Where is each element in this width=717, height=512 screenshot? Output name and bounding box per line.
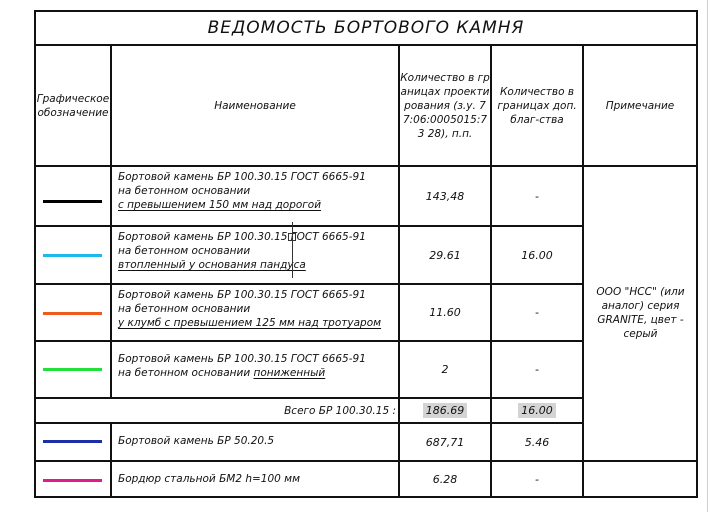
header-qty-extra: Количество в границах доп. благ-ства bbox=[497, 85, 577, 126]
row-qty-extra: - bbox=[535, 306, 539, 319]
legend-line-orange bbox=[43, 312, 102, 315]
table-row-name: Бортовой камень БР 100.30.15 ГОСТ 6665-91 на бетонном основании пониженный bbox=[118, 353, 366, 379]
legend-line-cyan bbox=[43, 254, 102, 257]
row-qty-extra: - bbox=[535, 363, 539, 376]
row-qty-extra: - bbox=[535, 189, 539, 203]
header-name: Наименование bbox=[214, 99, 296, 112]
total-qty-design: 186.69 bbox=[400, 399, 490, 422]
window-edge bbox=[707, 0, 708, 512]
legend-line-green bbox=[43, 368, 102, 371]
legend-line-black bbox=[43, 200, 102, 203]
col-divider bbox=[110, 422, 112, 498]
header-note: Примечание bbox=[605, 99, 675, 112]
legend-line-blue bbox=[43, 440, 102, 443]
row-qty-design: 29.61 bbox=[429, 248, 461, 262]
total-label: Всего БР 100.30.15 : bbox=[284, 404, 396, 417]
header-symbol: Графическое обозначение bbox=[36, 92, 110, 119]
row-divider bbox=[34, 460, 698, 462]
header-qty-design: Количество в границах проектирования (з.у. 77:06:0005015:73 28), п.п. bbox=[400, 71, 490, 140]
row-qty-design: 143,48 bbox=[425, 189, 465, 203]
table-title: ВЕДОМОСТЬ БОРТОВОГО КАМНЯ bbox=[207, 17, 525, 38]
legend-line-magenta bbox=[43, 479, 102, 482]
table-row-name: Бордюр стальной БМ2 h=100 мм bbox=[118, 473, 301, 485]
row-qty-design: 11.60 bbox=[429, 306, 461, 319]
table-row-name: Бортовой камень БР 100.30.15 ГОСТ 6665-91 на бетонном основании втопленный у основания пандуса bbox=[118, 231, 366, 271]
row-qty-design: 687,71 bbox=[425, 435, 465, 449]
row-qty-design: 6.28 bbox=[432, 472, 458, 486]
table-row-name: Бортовой камень БР 50.20.5 bbox=[118, 435, 275, 447]
cursor-pickbox-icon bbox=[288, 233, 296, 241]
row-qty-extra: - bbox=[535, 472, 539, 486]
table-row-name: Бортовой камень БР 100.30.15 ГОСТ 6665-91 на бетонном основании с превышением 150 мм над дорогой bbox=[118, 171, 366, 211]
row-qty-design: 2 bbox=[441, 363, 449, 376]
cursor-crosshair-icon bbox=[292, 222, 293, 278]
note-cell: ООО "НСС" (или аналог) серия GRANITE, цвет - серый bbox=[596, 286, 685, 340]
total-qty-extra: 16.00 bbox=[492, 399, 582, 422]
row-qty-extra: 16.00 bbox=[521, 248, 553, 262]
table-row-name: Бортовой камень БР 100.30.15 ГОСТ 6665-91 на бетонном основании у клумб с превышением 125 мм над тротуаром bbox=[118, 289, 382, 329]
row-qty-extra: 5.46 bbox=[524, 435, 550, 449]
